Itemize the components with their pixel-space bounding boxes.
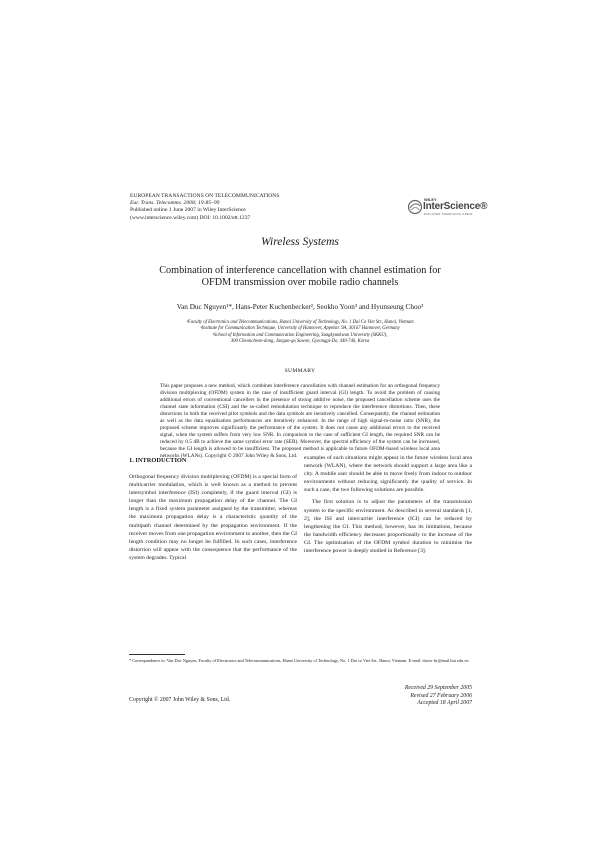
journal-citation: Eur. Trans. Telecomms. 2008; 19:85–99 <box>130 200 220 207</box>
logo-wiley-text: WILEY <box>424 197 437 202</box>
intro-right-paragraph-1: examples of such situations might appear in the future wireless local area network (WLAN), where the network should support a large area like a city. A mobile user should be able to move freely from indoor to outdoor environments without reducing significantly the quality of service. In such a case, the two following solutions are possible. <box>304 455 472 494</box>
intro-right-column <box>304 454 472 559</box>
accepted-date: Accepted 18 April 2007 <box>417 700 472 707</box>
logo-tagline: DISCOVER SOMETHING GREAT <box>424 213 474 216</box>
correspondence-footnote: * Correspondence to: Van Duc Nguyen, Faculty of Electronics and Telecommunications, Hanoi University of Technology, No. 1 Dai co Viet Str., Hanoi, Vietnam. E-mail: duces-ftr@mail.hut.edu.vn <box>129 658 469 663</box>
summary-heading: SUMMARY <box>284 368 316 374</box>
intro-right-paragraph-2: The first solution is to adjust the parameters of the transmission system to the specific environment. As described in several standards [1, 2], the ISI and intercarrier interference (ICI) can be reduced by lengthening the GI. This method, however, has its limitations, because the bandwidth efficiency decreases proportionally to the increase of the GI. The optimisation of the OFDM symbol duration to minimise the interference power is deeply studied in Reference [3]. <box>304 499 472 555</box>
section-title: Wireless Systems <box>261 236 339 248</box>
journal-name: EUROPEAN TRANSACTIONS ON TELECOMMUNICATIONS <box>130 193 280 199</box>
received-date: Received 29 September 2005 <box>404 685 472 691</box>
revised-date: Revised 27 February 2006 <box>410 692 472 699</box>
authors: Van Duc Nguyen¹*, Hans-Peter Kuchenbecker², Seokho Yoon³ and Hyunseung Choo³ <box>176 303 424 311</box>
paper-title-line-1: Combination of interference cancellation with channel estimation for <box>159 265 441 276</box>
affiliation-2: ²Institute for Communication Technique, University of Hannover, Appelstr. 9A, 30167 Hannover, Germany <box>200 326 400 332</box>
paper-title-line-2: OFDM transmission over mobile radio channels <box>201 277 399 289</box>
footnote-rule <box>129 654 185 655</box>
journal-header <box>130 193 390 222</box>
affiliation-1: ¹Faculty of Electronics and Telecommunications, Hanoi University of Technology, No. 1 Dai Co Viet Str., Hanoi, Vietnam <box>186 320 414 325</box>
abstract: This paper proposes a new method, which combines interference cancellation with channel estimation for an orthogonal frequency division multiplexing (OFDM) system in the case of insufficient guard interval (GI) length. To avoid the problem of causing additional errors of conventional cancellers in the presence of strong additive noise, the proposed cancellation scheme uses the channel state information (CSI) and the so-called remodulation technique to reproduce the interference distortions. Then, these distortions in both the received pilot symbols and the data symbols are iteratively cancelled. Consequently, the channel estimation as well as the data equalisation performances are iteratively enhanced. In the range of high signal-to-noise ratio (SNR), the proposed scheme improves significantly the performance of the system. It does not cause any additional errors to the received signal, when the system suffers from very low SNR. In comparison to the case of sufficient GI length, the required SNR can be reduced by 0.5 dB to achieve the same symbol error rate (SER). Moreover, the spectral efficiency of the system can be increased, because the GI length is allowed to be insufficient. The proposed method is applicable to future OFDM-based wireless local area networks (WLANs). Copyright © 2007 John Wiley & Sons, Ltd. <box>160 383 440 460</box>
published-online: Published online 1 June 2007 in Wiley InterScience <box>130 207 246 214</box>
wiley-interscience-logo <box>407 196 487 218</box>
copyright: Copyright © 2007 John Wiley & Sons, Ltd. <box>129 697 231 703</box>
intro-left-column: Orthogonal frequency division multiplexing (OFDM) is a special form of multicarrier modulation, which is well known as a method to prevent intersymbol interference (ISI) completely, if the guard interval (GI) is longer than the maximum propagation delay of the channel. The GI length is a fixed system parameter assigned by the transmitter, whereas the maximum propagation delay is a characteristic quantity of the multipath channel determined by the propagation environment. If the receiver moves from one propagation environment to another, then the GI length condition may no longer be fulfilled. In such cases, interference distortion will appear with the consequence that the performance of the system degrades. Typical <box>129 474 297 561</box>
affiliation-3: ³School of Information and Communication Engineering, Sungkyunkwan University (SKKU), <box>212 332 388 338</box>
logo-swirl-icon <box>407 199 423 215</box>
doi: (www.interscience.wiley.com) DOI: 10.1002/ett.1237 <box>130 214 251 221</box>
introduction-heading: 1. INTRODUCTION <box>129 457 187 464</box>
received-dates <box>300 685 472 708</box>
paper-title <box>130 265 470 290</box>
logo-interscience-text: InterScience® <box>423 201 488 212</box>
affiliation-3-address: 300 Cheoncheon-dong, Jangan-gu Suwon, Gyeonggi-Do, 440-746, Korea <box>230 339 370 345</box>
affiliations <box>120 320 480 346</box>
